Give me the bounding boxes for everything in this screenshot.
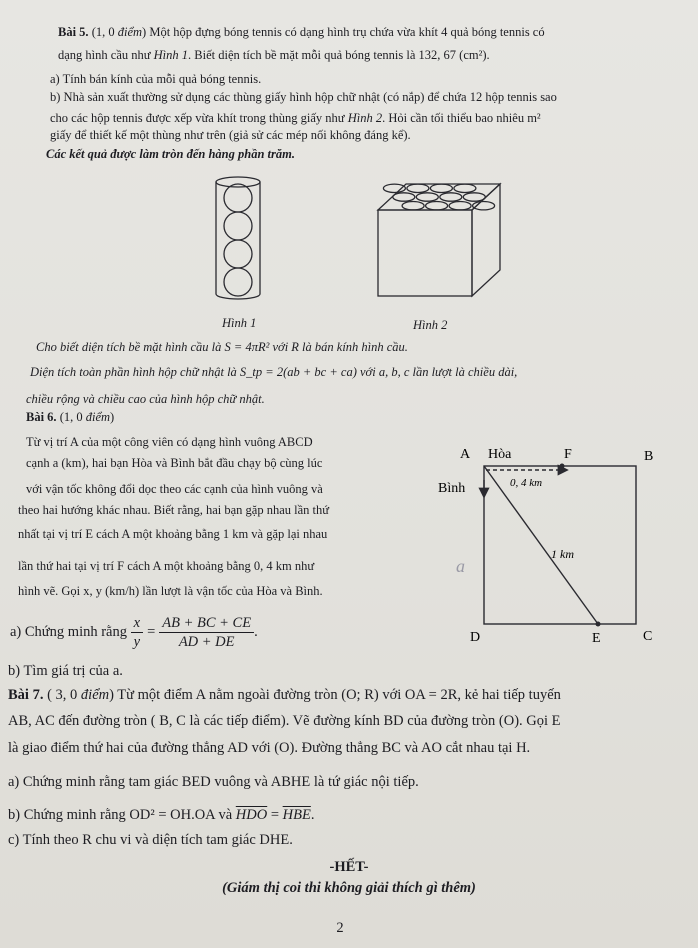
tennis-ball-3	[224, 240, 252, 268]
point-f-dot	[560, 464, 565, 469]
b5-line-2: dạng hình cầu như Hình 1. Biết diện tích bề mặt mỗi quả bóng tennis là 132, 67 (cm²).	[58, 48, 490, 62]
label-a: A	[460, 447, 471, 462]
b6-text-5: nhất tại vị trí E cách A một khoảng bằng 1 km và gặp lại nhau	[18, 527, 328, 541]
label-c: C	[643, 629, 653, 644]
can-top-12	[454, 184, 476, 192]
label-b: B	[644, 449, 654, 464]
can-top-6	[416, 193, 438, 201]
b6-text-7: hình vẽ. Gọi x, y (km/h) lần lượt là vận tốc của Hòa và Bình.	[18, 584, 323, 598]
figure-2-box	[372, 180, 512, 300]
b7-question-b: b) Chứng minh rằng OD² = OH.OA và $\overline{HDO} = \overline{HBE}$.	[8, 807, 315, 823]
b5-question-a: a) Tính bán kính của mỗi quả bóng tennis.	[50, 72, 262, 86]
label-1km: 1 km	[551, 547, 574, 561]
b6-title: Bài 6. (1, 0 điểm)	[26, 410, 115, 424]
b6-question-b: b) Tìm giá trị của a.	[8, 663, 123, 679]
tennis-ball-1	[224, 184, 252, 212]
figure-2-caption: Hình 2	[413, 318, 448, 332]
end-marker: -HẾT-	[329, 859, 369, 875]
b6-text-6: lần thứ hai tại vị trí F cách A một khoảng bằng 0, 4 km như	[18, 559, 315, 573]
page-number: 2	[336, 920, 344, 936]
box-front-face	[378, 210, 472, 296]
path-a-to-e	[484, 466, 598, 624]
cylinder-top-ellipse	[216, 177, 260, 187]
b6-text-1: Từ vị trí A của một công viên có dạng hình vuông ABCD	[26, 435, 313, 449]
figure-1-caption: Hình 1	[222, 316, 257, 330]
b6-text-3: với vận tốc không đổi dọc theo các cạnh của hình vuông và	[26, 482, 323, 496]
label-e: E	[592, 631, 601, 646]
b6-text-2: cạnh a (km), hai bạn Hòa và Bình bắt đầu chạy bộ cùng lúc	[26, 456, 323, 470]
park-square	[484, 466, 636, 624]
label-binh: Bình	[438, 481, 466, 496]
can-top-8	[463, 193, 485, 201]
arc-hdo: $\overline{HDO}$	[235, 807, 268, 823]
tennis-ball-2	[224, 212, 252, 240]
b7-line-2: AB, AC đến đường tròn ( B, C là các tiếp điểm). Vẽ đường kính BD của đường tròn (O). Gọi E	[8, 713, 561, 729]
b7-question-a: a) Chứng minh rằng tam giác BED vuông và ABHE là tứ giác nội tiếp.	[8, 774, 419, 790]
rounding-note: Các kết quả được làm tròn đến hàng phần trăm.	[46, 147, 295, 161]
fraction-path-ratio: $\frac{AB + BC + CE}{AD + DE}$	[159, 614, 254, 651]
can-top-10	[407, 184, 429, 192]
b5-question-b-line-1: b) Nhà sản xuất thường sử dụng các thùng giấy hình hộp chữ nhật (có nắp) để chứa 12 hộp tennis sao	[50, 90, 557, 104]
fraction-x-over-y: $\frac{x}{y}$	[131, 614, 143, 651]
can-top-7	[440, 193, 462, 201]
b5-line-1: Bài 5. (1, 0 điểm) Một hộp đựng bóng tennis có dạng hình trụ chứa vừa khít 4 quả bóng tennis có	[58, 25, 545, 39]
can-top-5	[393, 193, 415, 201]
figure-1-cylinder	[210, 174, 266, 304]
label-d: D	[470, 630, 481, 645]
b5-question-b-line-3: giấy để thiết kế một thùng như trên (giả sử các mép nối không đáng kể).	[50, 128, 411, 142]
b6-text-4: theo hai hướng khác nhau. Biết rằng, hai bạn gặp nhau lần thứ	[18, 503, 330, 517]
b7-line-3: là giao điểm thứ hai của đường thẳng AD với (O). Đường thẳng BC và AO cắt nhau tại H.	[8, 740, 531, 756]
can-top-1	[402, 202, 424, 210]
can-top-11	[430, 184, 452, 192]
label-hoa: Hòa	[488, 447, 512, 462]
point-e-dot	[596, 622, 601, 627]
b7-line-1: Bài 7. ( 3, 0 điểm) Từ một điểm A nằm ngoài đường tròn (O; R) với OA = 2R, kẻ hai tiếp tuyến	[8, 687, 561, 703]
tennis-ball-4	[224, 268, 252, 296]
arc-hbe: $\overline{HBE}$	[282, 807, 311, 823]
b7-question-c: c) Tính theo R chu vi và diện tích tam giác DHE.	[8, 832, 293, 848]
box-top-face	[378, 184, 500, 210]
proctor-note: (Giám thị coi thi không giải thích gì thêm)	[222, 880, 476, 896]
sphere-formula-note: Cho biết diện tích bề mặt hình cầu là S = 4πR² với R là bán kính hình cầu.	[36, 340, 408, 354]
b6-question-a: a) Chứng minh rằng $\frac{x}{y}$ = $\frac{AB + BC + CE}{AD + DE}$ .	[10, 614, 258, 650]
label-0-4km: 0, 4 km	[510, 477, 543, 489]
can-top-3	[449, 202, 471, 210]
box-formula-note-cont: chiều rộng và chiều cao của hình hộp chữ nhật.	[26, 392, 265, 406]
can-top-2	[426, 202, 448, 210]
b5-question-b-line-2: cho các hộp tennis được xếp vừa khít trong thùng giấy như Hình 2. Hỏi cần tối thiểu bao nhiêu m²	[50, 111, 541, 125]
park-square-diagram	[438, 440, 668, 655]
box-formula-note: Diện tích toàn phần hình hộp chữ nhật là S_tp = 2(ab + bc + ca) với a, b, c lần lượt là chiều dài,	[30, 365, 518, 379]
label-f: F	[564, 447, 572, 462]
label-side-a-handwritten: a	[456, 556, 465, 576]
